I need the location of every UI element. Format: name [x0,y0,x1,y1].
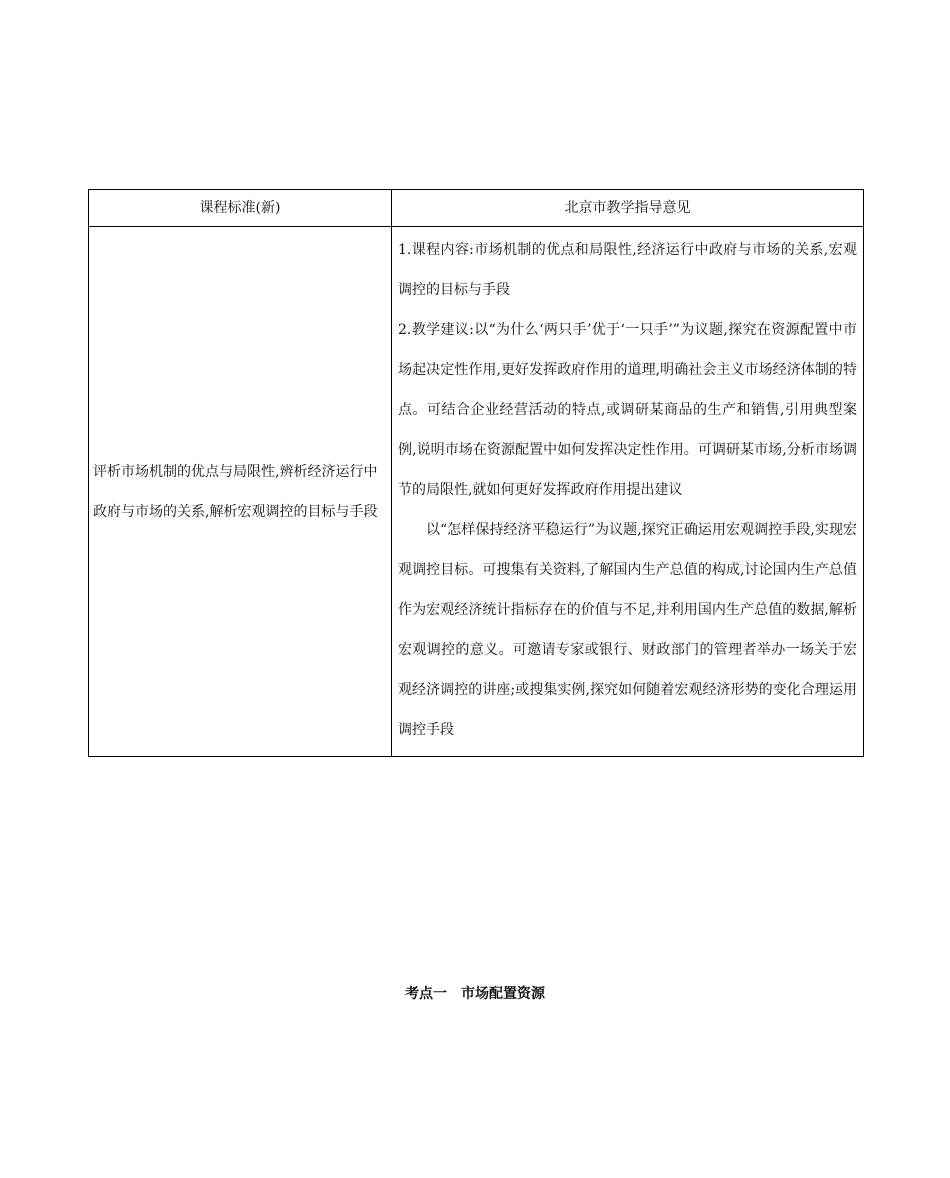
curriculum-table [88,189,864,757]
table-header-row [89,190,864,227]
guidance-cell [392,227,864,757]
table-row [89,227,864,757]
curriculum-standard-cell: 评析市场机制的优点与局限性,辨析经济运行中政府与市场的关系,解析宏观调控的目标与手段 [89,227,392,757]
section-heading: 考点一 市场配置资源 [405,986,545,1002]
teaching-suggestion-paragraph: 2.教学建议:以“为什么‘两只手’优于‘一只手’”为议题,探究在资源配置中市场起决定性作用,更好发挥政府作用的道理,明确社会主义市场经济体制的特点。可结合企业经营活动的特点,或调研某商品的生产和销售,引用典型案例,说明市场在资源配置中如何发挥决定性作用。可调研某市场,分析市场调节的局限性,就如何更好发挥政府作用提出建议 [398,322,857,498]
course-content-paragraph: 1.课程内容:市场机制的优点和局限性,经济运行中政府与市场的关系,宏观调控的目标与手段 [398,242,857,298]
header-curriculum-standard: 课程标准(新) [89,190,392,227]
macro-control-paragraph: 以“怎样保持经济平稳运行”为议题,探究正确运用宏观调控手段,实现宏观调控目标。可搜集有关资料,了解国内生产总值的构成,讨论国内生产总值作为宏观经济统计指标存在的价值与不足,并利用国内生产总值的数据,解析宏观调控的意义。可邀请专家或银行、财政部门的管理者举办一场关于宏观经济调控的讲座;或搜集实例,探究如何随着宏观经济形势的变化合理运用调控手段 [398,522,857,738]
header-beijing-guidance: 北京市教学指导意见 [392,190,864,227]
